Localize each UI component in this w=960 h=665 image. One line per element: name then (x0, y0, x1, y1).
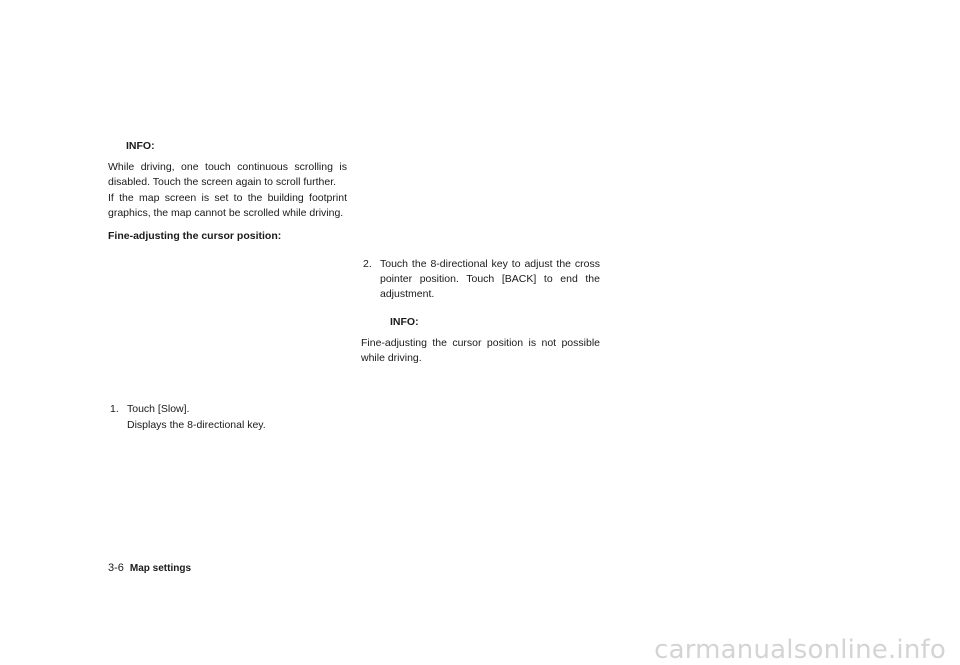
step-2 (361, 257, 600, 303)
info-paragraph-driving: Fine-adjusting the cursor position is not possible while driving. (361, 336, 600, 365)
step-1-text: Touch [Slow]. (127, 403, 190, 416)
info-paragraph-footprint: If the map screen is set to the building footprint graphics, the map cannot be scrolled while driving. (108, 191, 347, 219)
step-1-detail: Displays the 8-directional key. (127, 419, 266, 432)
step-1 (108, 402, 347, 417)
step-2-number: 2. (363, 258, 372, 270)
left-column (108, 139, 347, 434)
step-2-text: Touch the 8-directional key to adjust the cross pointer position. Touch [BACK] to end the adjustment. (380, 258, 600, 301)
page-number: 3-6 (108, 562, 124, 574)
watermark: carmanualsonline.info (654, 634, 946, 665)
section-title: Map settings (129, 563, 192, 574)
right-column (361, 257, 600, 366)
step-1-number: 1. (110, 403, 119, 416)
section-heading: Fine-adjusting the cursor position: (108, 230, 282, 243)
info-label-right: INFO: (390, 315, 419, 328)
info-label: INFO: (126, 140, 155, 152)
info-paragraph-scrolling: While driving, one touch continuous scrolling is disabled. Touch the screen again to scroll further. (108, 161, 347, 189)
page-footer (108, 561, 191, 576)
figure-placeholder (108, 244, 347, 402)
